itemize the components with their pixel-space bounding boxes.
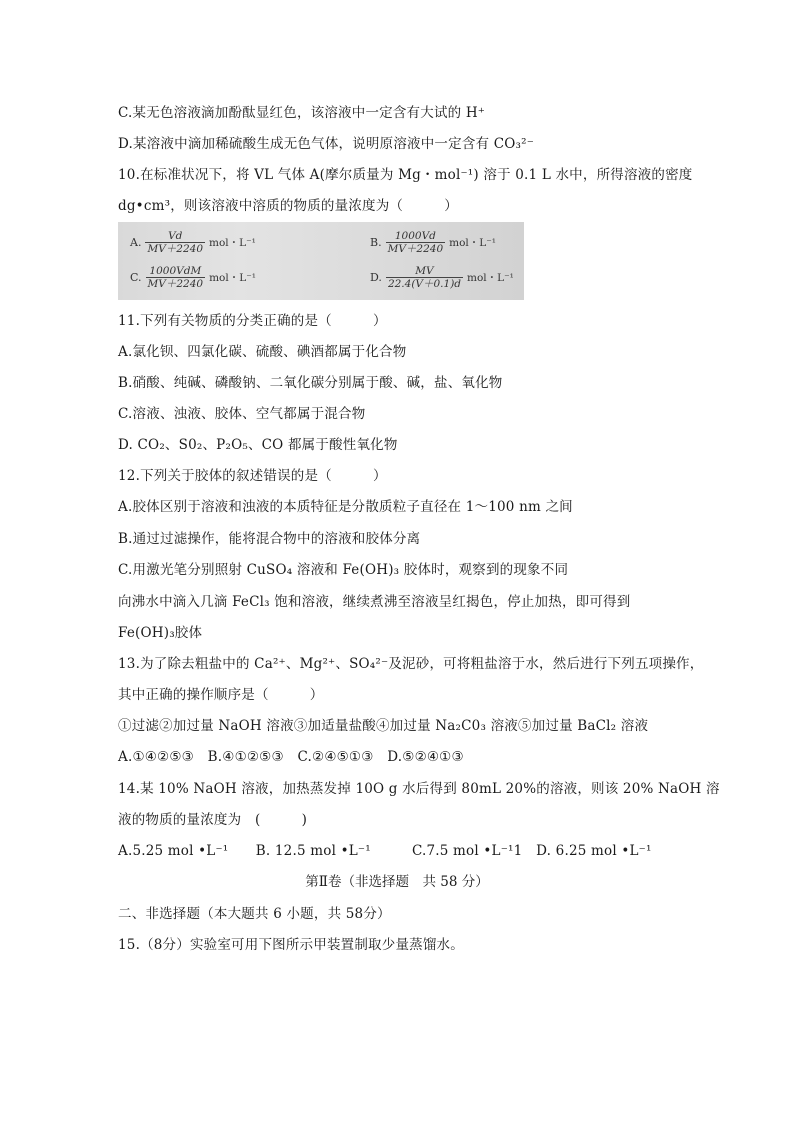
fraction-denominator: MV＋2240 [387, 243, 444, 255]
option-11b: B.硝酸、纯碱、磷酸钠、二氧化碳分别属于酸、碱，盐、氧化物 [118, 375, 503, 391]
question-12-stem: 12.下列关于胶体的叙述错误的是（ ） [118, 468, 387, 484]
question-15-stem: 15.（8分）实验室可用下图所示甲装置制取少量蒸馏水。 [118, 937, 464, 953]
q10-option-c-letter: C. [130, 271, 142, 284]
option-11c: C.溶液、浊液、胶体、空气都属于混合物 [118, 406, 366, 422]
option-12b: B.通过过滤操作，能将混合物中的溶液和胶体分离 [118, 531, 421, 547]
q10-option-d [370, 265, 514, 290]
option-12d: 向沸水中滴入几滴 FeCl₃ 饱和溶液，继续煮沸至溶液呈红揭色，停止加热，即可得到 [118, 594, 631, 610]
q10-option-a-letter: A. [130, 236, 142, 249]
unit-label: mol・L⁻¹ [467, 272, 514, 284]
fraction-numerator: MV [415, 265, 434, 277]
option-9d: D.某溶液中滴加稀硫酸生成无色气体，说明原溶液中一定含有 CO₃²⁻ [118, 136, 535, 152]
option-9c: C.某无色溶液滴加酚酞显红色，该溶液中一定含有大试的 H⁺ [118, 105, 486, 121]
fraction-numerator: Vd [168, 230, 183, 242]
fraction-denominator: 22.4(V＋0.1)d [387, 278, 462, 290]
fraction-denominator: MV＋2240 [147, 243, 204, 255]
question-14-options: A.5.25 mol •L⁻¹ B. 12.5 mol •L⁻¹ C.7.5 mol •L⁻¹1 D. 6.25 mol •L⁻¹ [118, 843, 652, 859]
question-13-stem-cont: 其中正确的操作顺序是（ ） [118, 687, 324, 703]
option-12d-cont: Fe(OH)₃胶体 [118, 625, 203, 641]
fraction-numerator: 1000Vd [394, 230, 436, 242]
fraction-denominator: MV＋2240 [147, 278, 204, 290]
question-11-stem: 11.下列有关物质的分类正确的是（ ） [118, 313, 387, 329]
question-13-stem: 13.为了除去粗盐中的 Ca²⁺、Mg²⁺、SO₄²⁻及泥砂，可将粗盐溶于水，然后进行下列五项操作， [118, 656, 704, 672]
q10-option-b-fraction [386, 230, 446, 255]
q10-option-d-letter: D. [370, 271, 382, 284]
q10-option-b-letter: B. [370, 236, 382, 249]
q10-option-a [130, 230, 256, 255]
unit-label: mol・L⁻¹ [209, 237, 256, 249]
section-2-heading: 二、非选择题（本大题共 6 小题，共 58分） [118, 906, 391, 922]
option-11a: A.氯化钡、四氯化碳、硫酸、碘酒都属于化合物 [118, 344, 407, 360]
question-13-options: A.①④②⑤③ B.④①②⑤③ C.②④⑤①③ D.⑤②④①③ [118, 749, 464, 765]
q10-option-c [130, 265, 256, 290]
question-14-stem: 14.某 10% NaOH 溶液，加热蒸发掉 10O g 水后得到 80mL 20%的溶液，则该 20% NaOH 溶 [118, 781, 720, 797]
unit-label: mol・L⁻¹ [449, 237, 497, 249]
fraction-numerator: 1000VdM [149, 265, 202, 277]
unit-label: mol・L⁻¹ [209, 272, 256, 284]
q10-option-b [370, 230, 496, 255]
question-13-operations: ①过滤②加过量 NaOH 溶液③加适量盐酸④加过量 Na₂C0₃ 溶液⑤加过量 BaCl₂ 溶液 [118, 718, 649, 734]
option-12c: C.用激光笔分别照射 CuSO₄ 溶液和 Fe(OH)₃ 胶体时，观察到的现象不同 [118, 562, 569, 578]
q10-option-a-fraction [145, 230, 205, 255]
question-10-options-photo [118, 222, 524, 300]
section-2-title: 第Ⅱ卷（非选择题 共 58 分） [305, 874, 489, 890]
option-11d: D. CO₂、S0₂、P₂O₅、CO 都属于酸性氧化物 [118, 437, 398, 453]
question-10-stem-cont: dg•cm³，则该溶液中溶质的物质的量浓度为（ ） [118, 198, 458, 214]
question-10-stem: 10.在标准状况下，将 VL 气体 A(摩尔质量为 Mg・mol⁻¹) 溶于 0.1 L 水中，所得溶液的密度 [118, 167, 693, 183]
question-14-stem-cont: 液的物质的量浓度为 ( ) [118, 812, 308, 828]
q10-option-d-fraction [386, 265, 463, 290]
option-12a: A.胶体区别于溶液和浊液的本质特征是分散质粒子直径在 1～100 nm 之间 [118, 499, 573, 515]
q10-option-c-fraction [146, 265, 206, 290]
